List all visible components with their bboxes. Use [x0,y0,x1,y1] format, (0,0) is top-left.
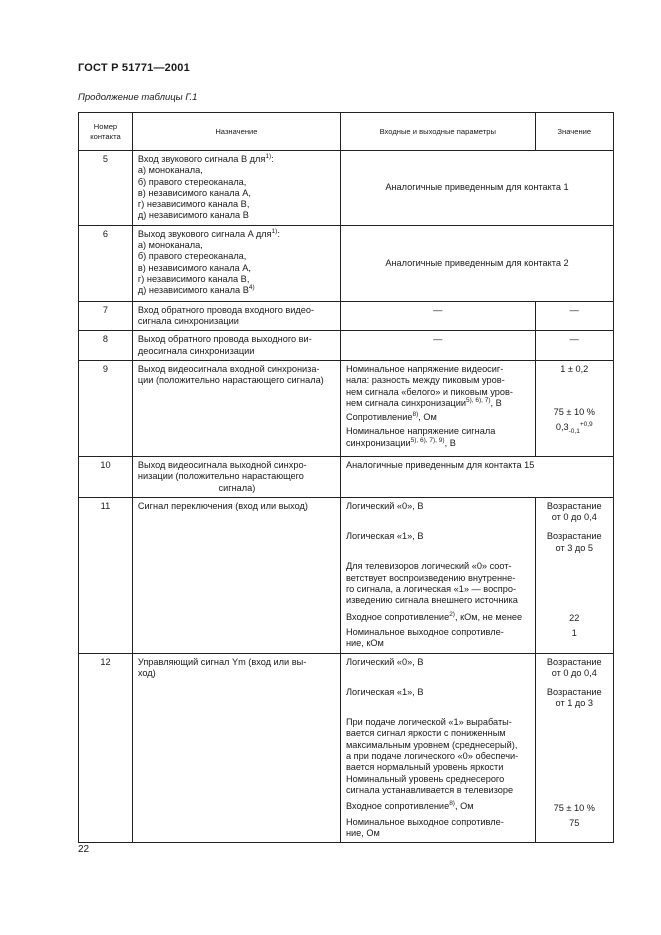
value-line: Возрастание [546,500,602,511]
purpose-cell [132,497,340,653]
footnote-ref: 8) [412,411,419,419]
parameter-unit: , В [490,397,502,408]
tolerance-upper: +0,9 [579,420,593,428]
column-header-contact-number-line-1: Номер [93,121,118,131]
parameter-cell: — [340,331,535,361]
purpose-cell [132,653,340,843]
value-cell [535,360,613,456]
parameter-line: максимальным уровнем (среднесерый), [345,739,518,750]
merged-parameter-cell: Аналогичные приведенным для контакта 2 [340,225,613,301]
footnote-ref: 5), 6), 7) [465,396,491,404]
purpose-line: б) правого стереоканала, [137,251,247,262]
value-line: 75 [569,818,580,829]
parameter-line: Номинальное выходное сопротивле- [345,626,504,637]
parameter-line: При подаче логической «1» вырабаты- [345,717,512,728]
purpose-cell [132,360,340,456]
parameter-unit: , Ом [418,412,437,423]
table-row [79,360,614,456]
purpose-line: Сигнал переключения (вход или выход) [137,500,308,511]
contact-number: 9 [79,360,133,456]
value-cell [535,653,613,843]
purpose-line: сигнала) [218,482,256,493]
purpose-line: ход) [137,667,156,678]
merged-parameter-cell: Аналогичные приведенным для контакта 15 [340,456,613,497]
parameter-unit: , кОм, не менее [454,611,523,622]
purpose-line: Управляющий сигнал Ym (вход или вы- [137,656,307,667]
value-line: 1 ± 0,2 [560,363,589,374]
purpose-line: а) моноканала, [137,165,203,176]
parameter-line: Логический «0», В [345,500,424,511]
parameter-line: сигнала устанавливается в телевизоре [345,784,514,795]
parameter-line: Логическая «1», В [345,686,424,697]
column-header-parameters: Входные и выходные параметры [340,113,535,151]
value-line: от 3 до 5 [555,542,593,553]
contact-number: 7 [79,301,133,331]
purpose-line: деосигнала синхронизации [137,345,255,356]
parameter-line: ние, кОм [345,638,384,649]
purpose-line: в) независимого канала A, [137,262,251,273]
purpose-line: Вход звукового сигнала B для [137,154,266,164]
parameter-cell: — [340,301,535,331]
column-header-purpose: Назначение [132,113,340,151]
parameter-unit: , Ом [454,801,474,812]
value-line: от 0 до 0,4 [551,667,597,678]
column-header-contact-number-line-2: контакта [90,131,121,141]
table-row [79,456,614,497]
specification-table [78,112,614,843]
purpose-line: г) независимого канала B, [137,199,250,210]
purpose-line: д) независимого канала B [137,285,249,296]
document-title: ГОСТ Р 51771—2001 [78,62,190,74]
parameter-line: ние, Ом [345,827,380,838]
column-header-contact-number [79,113,133,151]
footnote-ref: 8) [449,800,455,808]
purpose-line: г) независимого канала B, [137,273,250,284]
purpose-line: Выход видеосигнала выходной синхро- [137,459,307,470]
table-row [79,497,614,653]
parameter-line: нем сигнала «белого» и пиковым уров- [345,386,513,397]
value-line: от 1 до 3 [555,698,593,709]
parameter-line: Входное сопротивление [345,611,450,622]
table-row [79,653,614,843]
parameter-cell [340,653,535,843]
purpose-line: б) правого стереоканала, [137,176,247,187]
column-header-value: Значение [535,113,613,151]
purpose-line: сигнала синхронизации [137,316,239,327]
tolerance-lower: -0,1 [568,427,580,435]
value-line: 22 [569,613,580,624]
purpose-line: низации (положительно нарастающего [137,471,304,482]
table-row [79,225,614,301]
parameter-item [346,412,531,423]
parameter-line: Номинальное выходное сопротивле- [345,816,504,827]
parameter-line: изведению сигнала внешнего источника [345,595,518,606]
footnote-ref: 1) [271,227,278,235]
parameter-line: вается нормальный уровень яркости [345,762,504,773]
purpose-line: Выход обратного провода выходного ви- [137,334,312,345]
purpose-cell [132,456,340,497]
parameter-line: Входное сопротивление [345,801,450,812]
purpose-cell [132,331,340,361]
value-line: 0,3 [555,421,569,432]
parameter-line: ветствует воспроизведению внутренне- [345,572,516,583]
table-row [79,301,614,331]
parameter-line: Номинальное напряжение видеосиг- [345,363,504,374]
purpose-line: Вход обратного провода входного видео- [137,304,315,315]
parameter-line: синхронизации [345,437,411,448]
merged-parameter-cell: Аналогичные приведенным для контакта 1 [340,151,613,226]
parameter-cell [340,360,535,456]
purpose-line: Выход звукового сигнала A для [137,228,272,239]
contact-number: 5 [79,151,133,226]
page-number: 22 [78,844,90,855]
parameter-line: нем сигнала синхронизации [345,397,466,408]
value-cell [535,497,613,653]
purpose-line: в) независимого канала A, [137,187,251,198]
contact-number: 8 [79,331,133,361]
value-line: Возрастание [546,656,602,667]
parameter-cell [340,497,535,653]
footnote-ref: 2) [449,610,455,618]
value-line: 1 [571,628,577,639]
value-cell: — [535,331,613,361]
value-line: Возрастание [546,687,602,698]
purpose-cell: Вход звукового сигнала B для$^{1)}$: а) моноканала, б) правого стереоканала, в) независимого канала A, г) независимого канала B, д) независимого канала B [132,151,340,226]
contact-number: 10 [79,456,133,497]
table-header-row [79,113,614,151]
parameter-line: вается сигнал яркости с пониженным [345,728,506,739]
value-line: от 0 до 0,4 [551,512,597,523]
parameter-item [346,364,531,409]
table-row [79,331,614,361]
table-row [79,151,614,226]
parameter-line: Сопротивление [345,412,413,423]
parameter-line: го сигнала, а логическая «1» — воспро- [345,584,517,595]
value-cell: — [535,301,613,331]
footnote-ref: 1) [265,152,272,160]
contact-number: 11 [79,497,133,653]
purpose-line: Выход видеосигнала входной синхрониза- [137,363,320,374]
purpose-line: ции (положительно нарастающего сигнала) [137,375,324,386]
parameter-item [346,426,531,449]
parameter-unit: , В [444,437,456,448]
purpose-line: а) моноканала, [137,240,203,251]
value-line: 75 ± 10 % [553,802,595,813]
footnote-ref: 4) [248,284,255,292]
parameter-line: Номинальное напряжение сигнала [345,426,496,437]
parameter-line: а при подаче логического «0» обеспечи- [345,751,519,762]
value-line: 75 ± 10 % [553,407,595,418]
parameter-line: Номинальный уровень среднесерого [345,773,505,784]
parameter-line: Логическая «1», В [345,531,424,542]
value-line: Возрастание [546,531,602,542]
contact-number: 12 [79,653,133,843]
parameter-line: Логический «0», В [345,656,424,667]
table-continuation-caption: Продолжение таблицы Г.1 [78,92,198,103]
purpose-line: д) независимого канала B [137,210,249,221]
contact-number: 6 [79,225,133,301]
purpose-cell [132,301,340,331]
parameter-line: Для телевизоров логический «0» соот- [345,561,512,572]
footnote-ref: 5), 6), 7), 9) [410,436,445,444]
purpose-cell: Выход звукового сигнала A для$^{1)}$: а) моноканала, б) правого стереоканала, в) независимого канала A, г) независимого канала B, д) независимого канала $B^{4)}$ [132,225,340,301]
parameter-line: нала: разность между пиковым уров- [345,375,505,386]
